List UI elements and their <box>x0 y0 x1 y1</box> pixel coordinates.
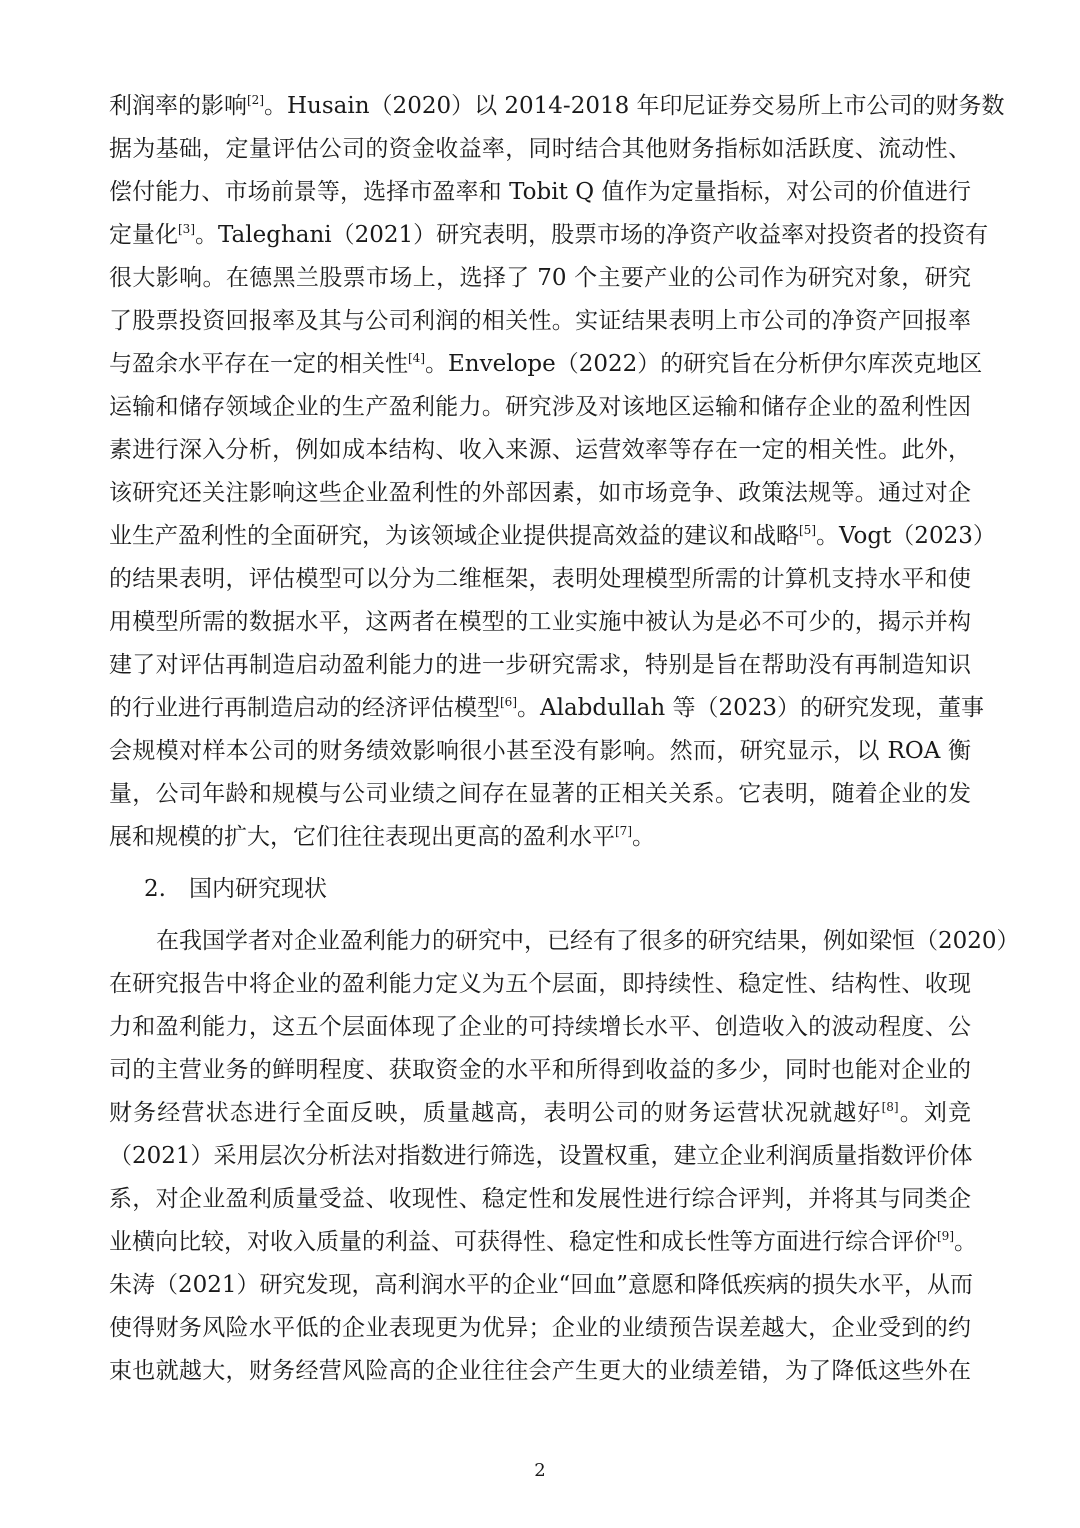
citation-ref: [2] <box>247 93 264 107</box>
text-run: 建了对评估再制造启动盈利能力的进一步研究需求，特别是旨在帮助没有再制造知识 <box>109 652 971 678</box>
section-heading: 2. 国内研究现状 <box>144 876 327 902</box>
text-run: 利润率的影响 <box>109 93 247 119</box>
text-line <box>109 88 1005 124</box>
text-line <box>109 690 985 726</box>
text-line <box>109 819 971 855</box>
text-run: 。 <box>632 824 655 850</box>
text-line <box>109 604 971 640</box>
text-line <box>109 1267 974 1303</box>
text-run: 。Alabdullah 等（2023）的研究发现，董事 <box>517 695 985 721</box>
text-line <box>109 733 971 769</box>
text-run: 。 <box>954 1229 977 1255</box>
text-line <box>109 1353 971 1389</box>
text-line <box>109 432 971 468</box>
text-line <box>109 475 971 511</box>
text-line <box>109 346 983 382</box>
text-line <box>109 260 971 296</box>
text-line <box>109 303 971 339</box>
text-line <box>109 217 989 253</box>
text-line <box>109 776 971 812</box>
text-line <box>109 389 971 425</box>
text-run: 偿付能力、市场前景等，选择市盈率和 Tobit Q 值作为定量指标，对公司的价值进行 <box>109 179 971 205</box>
text-run: 在我国学者对企业盈利能力的研究中，已经有了很多的研究结果，例如梁恒（2020） <box>156 928 1020 954</box>
text-run: 。Husain（2020）以 2014-2018 年印尼证券交易所上市公司的财务数 <box>264 93 1005 119</box>
text-run: 了股票投资回报率及其与公司利润的相关性。实证结果表明上市公司的净资产回报率 <box>109 308 971 334</box>
text-run: 很大影响。在德黑兰股票市场上，选择了 70 个主要产业的公司作为研究对象，研究 <box>109 265 971 291</box>
text-run: 与盈余水平存在一定的相关性 <box>109 351 408 377</box>
text-run: 财务经营状态进行全面反映，质量越高，表明公司的财务运营状况就越好 <box>109 1100 882 1126</box>
text-run: 。Taleghani（2021）研究表明，股票市场的净资产收益率对投资者的投资有 <box>195 222 989 248</box>
citation-ref: [8] <box>881 1100 899 1114</box>
text-line <box>109 561 971 597</box>
text-run: 力和盈利能力，这五个层面体现了企业的可持续增长水平、创造收入的波动程度、公 <box>109 1014 971 1040</box>
text-line <box>109 966 971 1002</box>
citation-ref: [4] <box>408 351 425 365</box>
text-run: 系，对企业盈利质量受益、收现性、稳定性和发展性进行综合评判，并将其与同类企 <box>109 1186 971 1212</box>
text-run: 。Envelope（2022）的研究旨在分析伊尔库茨克地区 <box>425 351 983 377</box>
text-run: 业生产盈利性的全面研究，为该领域企业提供提高效益的建议和战略 <box>109 523 799 549</box>
text-line <box>109 1181 971 1217</box>
text-run: 素进行深入分析，例如成本结构、收入来源、运营效率等存在一定的相关性。此外， <box>109 437 971 463</box>
text-run: 的结果表明，评估模型可以分为二维框架，表明处理模型所需的计算机支持水平和使 <box>109 566 971 592</box>
text-run: 司的主营业务的鲜明程度、获取资金的水平和所得到收益的多少，同时也能对企业的 <box>109 1057 971 1083</box>
text-run: 的行业进行再制造启动的经济评估模型 <box>109 695 500 721</box>
citation-ref: [3] <box>178 222 195 236</box>
page-number: 2 <box>534 1460 546 1481</box>
text-run: 会规模对样本公司的财务绩效影响很小甚至没有影响。然而，研究显示，以 ROA 衡 <box>109 738 971 764</box>
text-run: 朱涛（2021）研究发现，高利润水平的企业“回血”意愿和降低疾病的损失水平，从而 <box>109 1272 974 1298</box>
citation-ref: [9] <box>937 1229 954 1243</box>
text-line <box>109 1224 977 1260</box>
text-line <box>109 1138 971 1174</box>
text-run: 。Vogt（2023） <box>816 523 996 549</box>
citation-ref: [6] <box>500 695 517 709</box>
text-run: 。刘竞 <box>898 1100 972 1126</box>
text-run: 业横向比较，对收入质量的利益、可获得性、稳定性和成长性等方面进行综合评价 <box>109 1229 937 1255</box>
text-line <box>109 1052 971 1088</box>
text-run: 使得财务风险水平低的企业表现更为优异；企业的业绩预告误差越大，企业受到的约 <box>109 1315 971 1341</box>
text-run: （2021）采用层次分析法对指数进行筛选，设置权重，建立企业利润质量指数评价体 <box>109 1143 973 1169</box>
citation-ref: [5] <box>799 523 816 537</box>
text-run: 量，公司年龄和规模与公司业绩之间存在显著的正相关关系。它表明，随着企业的发 <box>109 781 971 807</box>
text-line <box>109 1095 971 1131</box>
text-run: 据为基础，定量评估公司的资金收益率，同时结合其他财务指标如活跃度、流动性、 <box>109 136 971 162</box>
text-run: 该研究还关注影响这些企业盈利性的外部因素，如市场竞争、政策法规等。通过对企 <box>109 480 971 506</box>
text-line <box>156 923 1020 959</box>
text-line <box>109 174 971 210</box>
text-line <box>109 518 996 554</box>
text-run: 运输和储存领域企业的生产盈利能力。研究涉及对该地区运输和储存企业的盈利性因 <box>109 394 971 420</box>
text-run: 展和规模的扩大，它们往往表现出更高的盈利水平 <box>109 824 615 850</box>
text-run: 定量化 <box>109 222 178 248</box>
text-line <box>109 647 971 683</box>
text-run: 束也就越大，财务经营风险高的企业往往会产生更大的业绩差错，为了降低这些外在 <box>109 1358 971 1384</box>
text-run: 在研究报告中将企业的盈利能力定义为五个层面，即持续性、稳定性、结构性、收现 <box>109 971 971 997</box>
citation-ref: [7] <box>615 824 632 838</box>
text-line <box>109 1310 971 1346</box>
text-line <box>109 1009 971 1045</box>
text-run: 用模型所需的数据水平，这两者在模型的工业实施中被认为是必不可少的，揭示并构 <box>109 609 971 635</box>
text-line <box>109 131 971 167</box>
